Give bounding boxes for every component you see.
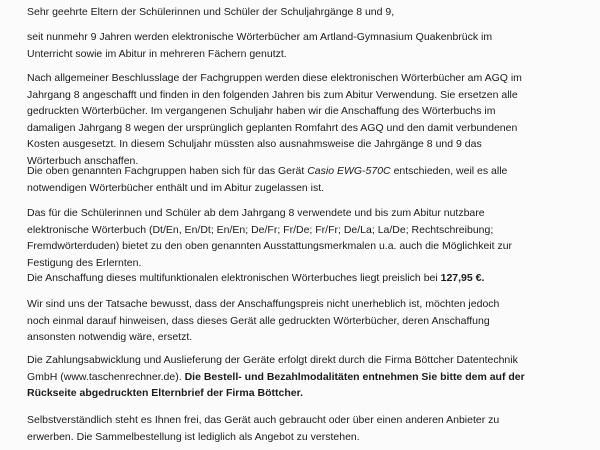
text-line: Wir sind uns der Tatsache bewusst, dass der Anschaffungspreis nicht unerheblich ist, möchten jedoch [27,298,500,310]
text-line [27,369,587,386]
text-line: seit nunmehr 9 Jahren werden elektronische Wörterbücher am Artland-Gymnasium Quakenbrück im [27,31,493,43]
text-line: Festigung des Erlernten. [27,256,142,269]
text-line: Fremdwörterduden) bietet zu den oben genannten Ausstattungsmerkmalen u.a. auch die Möglichkeit zur [27,240,513,252]
text-line: Das für die Schülerinnen und Schüler ab dem Jahrgang 8 verwendete und bis zum Abitur nutzbare [27,207,485,219]
salutation [27,4,587,21]
text-line [27,163,587,180]
ordering-instructions-continued: Rückseite abgedruckten Elternbrief der Firma Böttcher. [27,387,303,399]
text-line: Die Zahlungsabwicklung und Auslieferung der Geräte erfolgt direkt durch die Firma Böttcher Datentechnik [27,354,518,366]
device-intro-text: Die oben genannten Fachgruppen haben sich für das Gerät [27,165,308,177]
text-line: Selbstverständlich steht es Ihnen frei, das Gerät auch gebraucht oder über einen anderen Anbieter zu [27,414,500,426]
price-value: 127,95 €. [440,272,485,284]
text-line: ansonsten notwendig wäre, ersetzt. [27,331,193,343]
text-line: Nach allgemeiner Beschlusslage der Fachgruppen werden diese elektronischen Wörterbücher am AGQ im [27,72,522,84]
paragraph-closing [27,412,587,445]
text-line: Wörterbuch anschaffen. [27,154,139,167]
paragraph-features [27,205,587,271]
text-line: Jahrgang 8 angeschafft und finden in den folgenden Jahren bis zum Abitur Verwendung. Sie ersetzen alle [27,88,518,101]
text-line [27,270,587,287]
salutation-line: Sehr geehrte Eltern der Schülerinnen und Schüler der Schuljahrgänge 8 und 9, [27,6,395,18]
text-line: noch einmal darauf hinweisen, dass dieses Gerät alle gedruckten Wörterbücher, deren Anschaffung [27,314,490,327]
text-line: elektronische Wörterbuch (Dt/En, En/Dt; En/En; De/Fr; Fr/De; Fr/Fr; De/La; La/De; Rechtschreibung; [27,223,494,236]
paragraph-device [27,163,587,196]
vendor-website-text: GmbH (www.taschenrechner.de). [27,370,185,383]
text-line: erwerben. Die Sammelbestellung ist lediglich als Angebot zu verstehen. [27,430,360,443]
text-line: damaligen Jahrgang 8 wegen der ursprünglich geplanten Romfahrt des AGQ und den damit verbundenen [27,121,518,134]
text-line: notwendigen Wörterbücher enthält und im Abitur zugelassen ist. [27,181,325,194]
paragraph-cost-note [27,296,587,346]
paragraph-ordering [27,352,587,402]
text-line: gedruckten Wörterbücher. Im vergangenen Schuljahr haben wir die Anschaffung des Wörterbuchs im [27,105,496,117]
text-line: Kosten ausgesetzt. In diesem Schuljahr müssten also ausnahmsweise die Jahrgänge 8 und 9 das [27,138,482,150]
device-reason-text: entschieden, weil es alle [390,165,508,177]
price-text: Die Anschaffung dieses multifunktionalen elektronischen Wörterbuches liegt preislich bei [27,272,441,284]
text-line: Unterricht sowie im Abitur in mehreren Fächern genutzt. [27,47,287,60]
device-model-name: Casio EWG-570C [307,165,391,177]
ordering-instructions: Die Bestell- und Bezahlmodalitäten entnehmen Sie bitte dem auf der [184,370,525,383]
paragraph-decision [27,70,587,169]
paragraph-intro [27,29,587,62]
paragraph-price [27,270,587,287]
